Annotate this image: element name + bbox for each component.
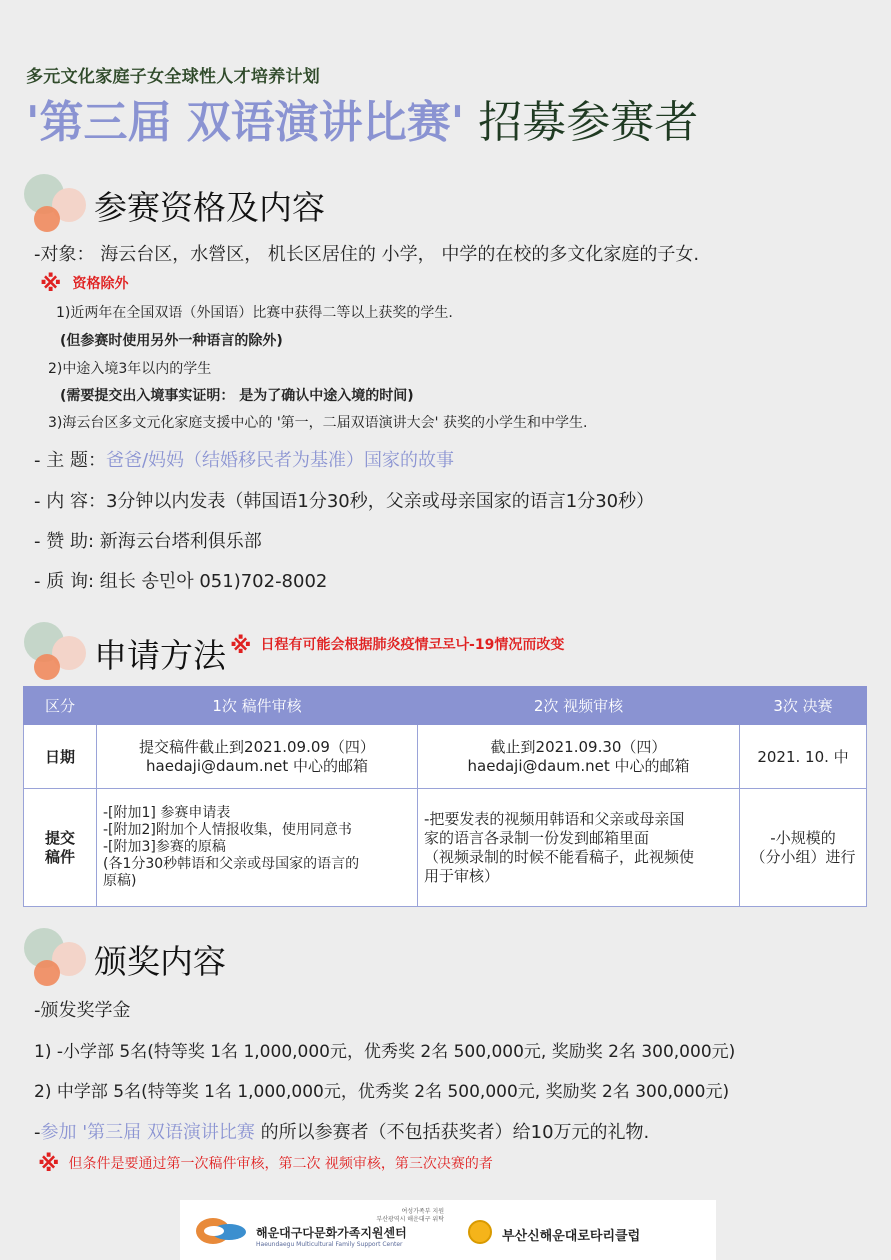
decor-circle — [34, 654, 60, 680]
cell-text: 原稿) — [103, 873, 137, 889]
page-title — [26, 86, 698, 150]
schedule-notice — [230, 634, 564, 659]
table-row — [24, 725, 867, 789]
sponsor-line: - 赞 助: 新海云台塔利俱乐部 — [34, 531, 262, 552]
exclusion-title: 资格除外 — [72, 276, 129, 292]
cell-text: 提交稿件截止到2021.09.09（四） — [139, 737, 375, 756]
gift-highlight: 参加 '第三届 双语演讲比赛 — [40, 1122, 255, 1143]
reference-mark-icon: ※ — [230, 634, 252, 659]
cell-text: 家的语言各录制一份发到邮箱里面 — [424, 828, 650, 847]
eligibility-target: -对象： 海云台区，水營区， 机长区居住的 小学， 中学的在校的多文化家庭的子女. — [34, 244, 700, 265]
table-cell — [418, 725, 740, 789]
table-row — [24, 789, 867, 907]
application-table — [23, 686, 867, 907]
decor-circle — [34, 960, 60, 986]
cell-text: (各1分30秒韩语和父亲或母国家的语言的 — [103, 856, 360, 872]
family-center-logo-icon — [196, 1218, 252, 1244]
cell-text: haedaji@daum.net 中心的邮箱 — [467, 756, 690, 775]
cell-text: -[附加1] 参赛申请表 — [103, 805, 231, 821]
rotary-club-name: 부산신해운대로타리클럽 — [502, 1229, 641, 1244]
condition-text: 但条件是要通过第一次稿件审核，第二次 视频审核，第三次决赛的者 — [68, 1156, 493, 1172]
table-cell — [418, 789, 740, 907]
org-affiliation-line: 여성가족부 지원 — [401, 1208, 444, 1215]
condition-note — [38, 1152, 493, 1177]
prize-elementary: 1) -小学部 5名(特等奖 1名 1,000,000元，优秀奖 2名 500,000元, 奖励奖 2名 300,000元) — [34, 1042, 736, 1062]
theme-line — [34, 446, 454, 472]
section-awards-header — [24, 928, 424, 988]
page-title-highlight: '第三届 双语演讲比赛' — [26, 97, 465, 148]
awards-intro: -颁发奖学金 — [34, 1000, 131, 1021]
cell-text: -[附加3]参赛的原稿 — [103, 839, 226, 855]
cell-text: （视频录制的时候不能看稿子，此视频使 — [424, 847, 695, 866]
section-eligibility-header — [24, 174, 424, 234]
exclusion-note: (但参赛时使用另外一种语言的除外) — [60, 333, 283, 349]
participation-gift — [34, 1118, 649, 1144]
cell-text: 稿件 — [44, 847, 75, 866]
section-title: 颁奖内容 — [94, 942, 226, 981]
exclusion-note: (需要提交出入境事实证明： 是为了确认中途入境的时间) — [60, 388, 414, 404]
exclusion-item: 2)中途入境3年以内的学生 — [48, 361, 212, 377]
org-affiliation-line: 부산광역시 해운대구 위탁 — [376, 1216, 444, 1223]
section-apply-header — [24, 622, 624, 682]
table-cell — [97, 789, 418, 907]
reference-mark-icon: ※ — [38, 1152, 60, 1177]
column-header: 区分 — [24, 687, 97, 725]
rotary-logo-icon — [468, 1220, 492, 1244]
notice-text: 日程有可能会根据肺炎疫情코로나-19情况而改变 — [260, 637, 565, 653]
content-line: - 内 容：3分钟以内发表（韩国语1分30秒，父亲或母亲国家的语言1分30秒） — [34, 491, 655, 512]
exclusion-item: 3)海云台区多文元化家庭支援中心的 '第一，二届双语演讲大会' 获奖的小学生和中学生. — [48, 415, 588, 431]
table-cell: 2021. 10. 中 — [740, 725, 867, 789]
cell-text: 截止到2021.09.30（四） — [490, 737, 667, 756]
family-center-name: 해운대구다문화가족지원센터 — [256, 1226, 407, 1240]
cell-text: -[附加2]附加个人情报收集，使用同意书 — [103, 822, 352, 838]
reference-mark-icon: ※ — [40, 272, 62, 297]
section-title: 申请方法 — [94, 636, 226, 675]
sponsor-logos — [180, 1200, 716, 1260]
table-header-row — [24, 687, 867, 725]
table-cell — [97, 725, 418, 789]
exclusion-item: 1)近两年在全国双语（外国语）比赛中获得二等以上获奖的学生. — [56, 305, 453, 321]
section-title: 参赛资格及内容 — [94, 188, 325, 227]
cell-text: -把要发表的视频用韩语和父亲或母亲国 — [424, 809, 685, 828]
cell-text: -小规模的 — [770, 828, 836, 847]
column-header: 3次 决赛 — [740, 687, 867, 725]
prize-middle: 2) 中学部 5名(特等奖 1名 1,000,000元，优秀奖 2名 500,000元, 奖励奖 2名 300,000元) — [34, 1082, 730, 1102]
gift-text: 的所以参赛者（不包括获奖者）给10万元的礼物. — [254, 1122, 650, 1143]
gift-prefix: - — [34, 1122, 41, 1143]
column-header: 2次 视频审核 — [418, 687, 740, 725]
org-affiliation — [376, 1208, 444, 1224]
row-header: 日期 — [24, 725, 97, 789]
exclusion-heading — [40, 272, 128, 297]
decor-circle — [34, 206, 60, 232]
cell-text: 用于审核） — [424, 866, 500, 885]
cell-text: haedaji@daum.net 中心的邮箱 — [146, 756, 368, 775]
subtitle: 多元文化家庭子女全球性人才培养计划 — [26, 67, 321, 87]
table-cell — [740, 789, 867, 907]
inquiry-line: - 质 询: 组长 송민아 051)702-8002 — [34, 571, 328, 592]
column-header: 1次 稿件审核 — [97, 687, 418, 725]
row-header — [24, 789, 97, 907]
cell-text: （分小组）进行 — [750, 847, 856, 866]
cell-text: 提交 — [44, 828, 75, 847]
theme-label: - 主 题： — [34, 450, 106, 471]
page-title-main: 招募参赛者 — [478, 97, 699, 148]
family-center-name-en: Haeundaegu Multicultural Family Support Center — [256, 1241, 403, 1248]
theme-value: 爸爸/妈妈（结婚移民者为基准）国家的故事 — [105, 450, 455, 471]
